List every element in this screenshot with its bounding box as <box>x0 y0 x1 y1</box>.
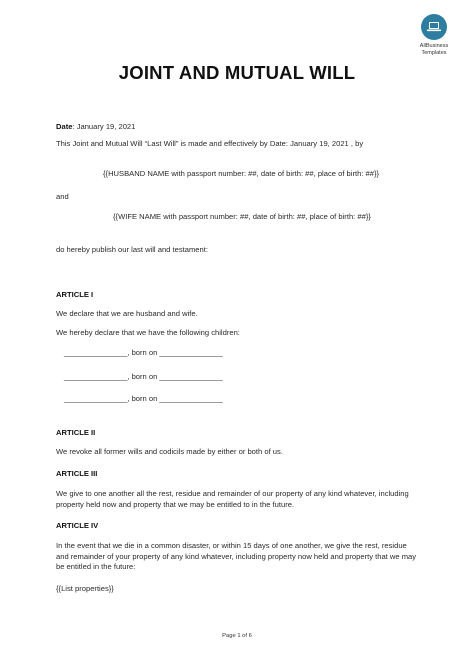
husband-placeholder: {{HUSBAND NAME with passport number: ##, date of birth: ##, place of birth: ##}} <box>103 169 380 178</box>
article-4-paragraph-1: In the event that we die in a common disaster, or within 15 days of one another, we give the rest, residue and remainder of your property of any kind whatever, including property now held and property that we may be entitled in the future: <box>56 541 417 571</box>
intro-paragraph: This Joint and Mutual Will “Last Will” is made and effectively by Date: January 19, 2021 , by <box>56 139 364 148</box>
brand-logo <box>404 14 464 56</box>
child-line: _______________, born on _______________ <box>64 348 223 357</box>
article-4-paragraph-2: {{List properties}} <box>56 584 114 593</box>
child-line: _______________, born on _______________ <box>64 394 223 403</box>
document-title: JOINT AND MUTUAL WILL <box>118 62 356 83</box>
article-3-paragraph-1: We give to one another all the rest, residue and remainder of our property of any kind whatever, including property held now and property that we may be entitled to in the future. <box>56 489 409 509</box>
logo-line-2: Templates <box>421 49 447 56</box>
wife-placeholder: {{WIFE NAME with passport number: ##, date of birth: ##, place of birth: ##}} <box>113 212 371 221</box>
logo-text <box>404 43 464 56</box>
child-line: _______________, born on _______________ <box>64 372 223 381</box>
article-1-heading: ARTICLE I <box>56 290 94 299</box>
and-text: and <box>56 192 69 201</box>
laptop-icon <box>421 14 447 40</box>
publish-paragraph: do hereby publish our last will and testament: <box>56 245 208 254</box>
article-1-paragraph-1: We declare that we are husband and wife. <box>56 309 198 318</box>
logo-line-1: AllBusiness <box>419 43 449 49</box>
article-3-heading: ARTICLE III <box>56 469 98 478</box>
article-2-paragraph-1: We revoke all former wills and codicils made by either or both of us. <box>56 447 283 456</box>
article-1-paragraph-2: We hereby declare that we have the following children: <box>56 328 240 337</box>
date-label: Date <box>56 122 73 131</box>
date-value: : January 19, 2021 <box>72 122 136 131</box>
article-4-heading: ARTICLE IV <box>56 521 99 530</box>
page-number: Page 1 of 6 <box>222 633 252 639</box>
article-2-heading: ARTICLE II <box>56 428 96 437</box>
date-line <box>56 122 135 133</box>
